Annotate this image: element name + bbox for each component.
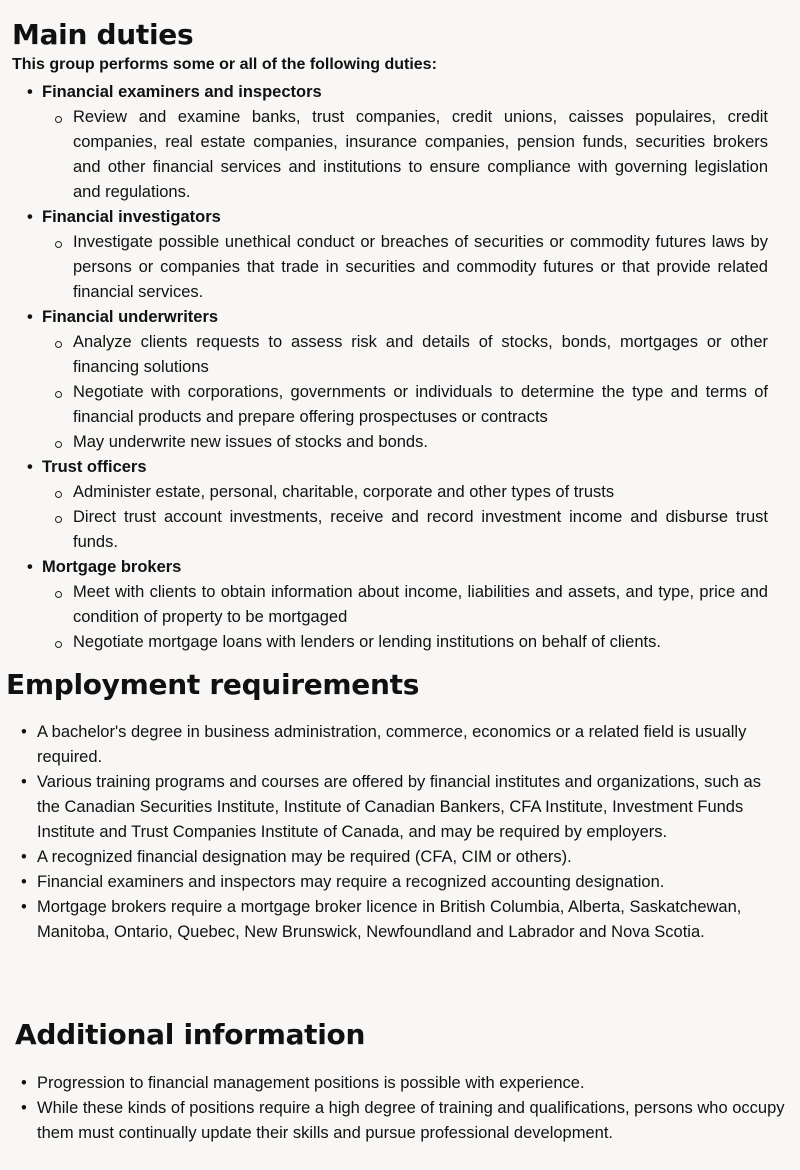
duty-group-title: • Financial investigators	[24, 205, 768, 230]
duty-sublist	[24, 230, 768, 305]
duty-item: Analyze clients requests to assess risk and details of stocks, bonds, mortgages or other financing solutions	[73, 330, 768, 380]
duty-item: Review and examine banks, trust companies, credit unions, caisses populaires, credit companies, real estate companies, insurance companies, pension funds, securities brokers and other financial services and institutions to ensure compliance with governing legislation and regulations.	[73, 105, 768, 205]
duty-group-title: • Financial examiners and inspectors	[24, 80, 768, 105]
requirement-item: • Mortgage brokers require a mortgage broker licence in British Columbia, Alberta, Saskatchewan, Manitoba, Ontario, Quebec, New Brunswick, Newfoundland and Labrador and Nova Scotia.	[18, 895, 788, 945]
duty-item: Administer estate, personal, charitable, corporate and other types of trusts	[73, 480, 768, 505]
duty-group	[24, 205, 768, 305]
duty-sublist	[24, 580, 768, 655]
duty-item: Meet with clients to obtain information about income, liabilities and assets, and type, price and condition of property to be mortgaged	[73, 580, 768, 630]
requirement-item: • Various training programs and courses are offered by financial institutes and organizations, such as the Canadian Securities Institute, Institute of Canadian Bankers, CFA Institute, Investment Funds Institute and Trust Companies Institute of Canada, and may be required by employers.	[18, 770, 788, 845]
additional-information-list	[18, 1071, 798, 1146]
duty-group	[24, 455, 768, 555]
duty-sublist	[24, 105, 768, 205]
additional-information-heading: Additional information	[15, 1018, 366, 1051]
additional-info-item: • While these kinds of positions require a high degree of training and qualifications, persons who occupy them must continually update their skills and pursue professional development.	[18, 1096, 798, 1146]
requirement-item: • A recognized financial designation may be required (CFA, CIM or others).	[18, 845, 788, 870]
duty-group	[24, 555, 768, 655]
duty-group-title: • Mortgage brokers	[24, 555, 768, 580]
duty-sublist	[24, 330, 768, 455]
main-duties-heading: Main duties	[12, 18, 194, 51]
duty-group	[24, 305, 768, 455]
duty-item: Investigate possible unethical conduct or breaches of securities or commodity futures laws by persons or companies that trade in securities and commodity futures or that provide related financial services.	[73, 230, 768, 305]
additional-info-item: • Progression to financial management positions is possible with experience.	[18, 1071, 798, 1096]
duty-group	[24, 80, 768, 205]
duty-group-title: • Financial underwriters	[24, 305, 768, 330]
duty-sublist	[24, 480, 768, 555]
employment-requirements-heading: Employment requirements	[6, 668, 420, 701]
employment-requirements-list	[18, 720, 788, 945]
requirement-item: • A bachelor's degree in business administration, commerce, economics or a related field is usually required.	[18, 720, 788, 770]
duty-item: Negotiate with corporations, governments or individuals to determine the type and terms of financial products and prepare offering prospectuses or contracts	[73, 380, 768, 430]
duty-item: Direct trust account investments, receive and record investment income and disburse trust funds.	[73, 505, 768, 555]
duties-list	[24, 80, 768, 655]
requirement-item: • Financial examiners and inspectors may require a recognized accounting designation.	[18, 870, 788, 895]
duty-group-title: • Trust officers	[24, 455, 768, 480]
duty-item: Negotiate mortgage loans with lenders or lending institutions on behalf of clients.	[73, 630, 768, 655]
main-duties-intro: This group performs some or all of the following duties:	[12, 56, 437, 73]
duty-item: May underwrite new issues of stocks and bonds.	[73, 430, 768, 455]
